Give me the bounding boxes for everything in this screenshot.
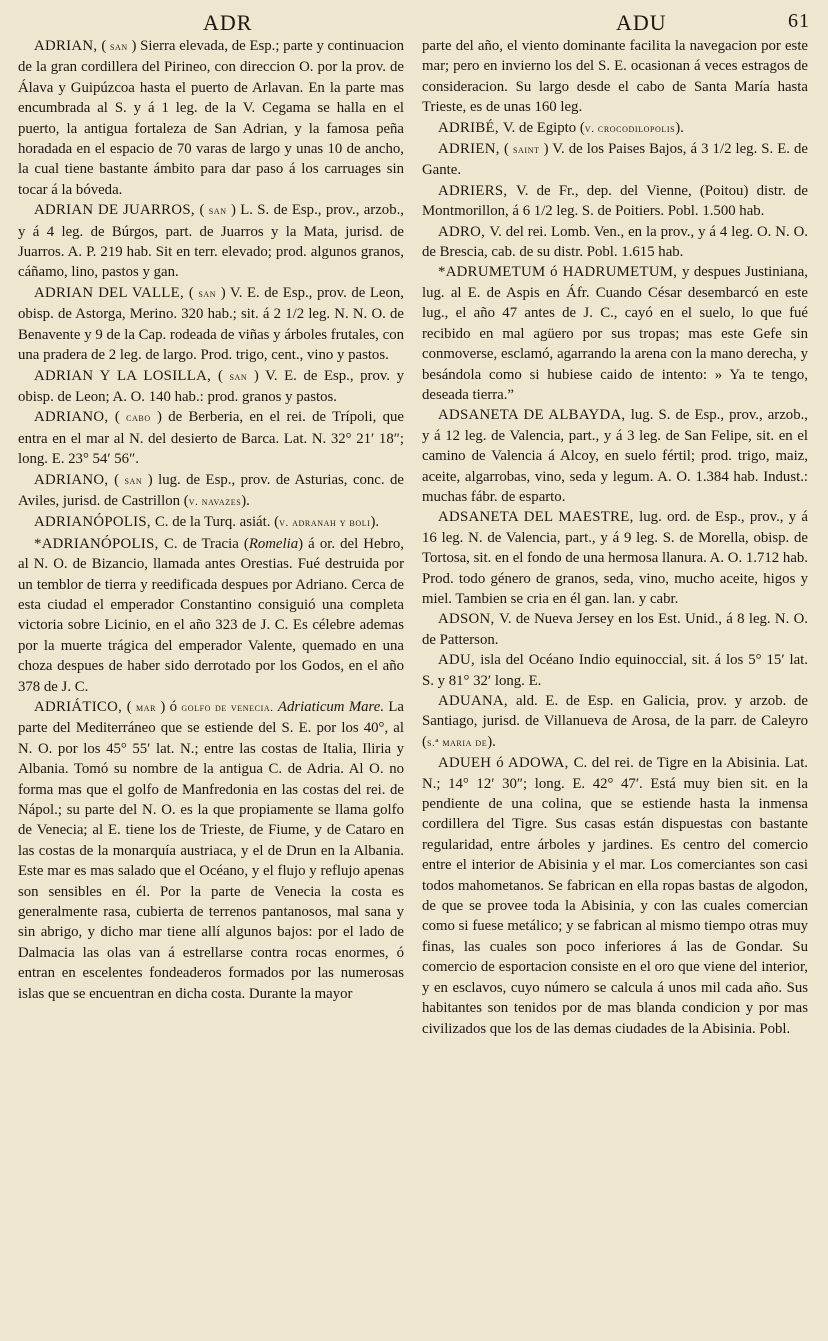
entry-text: ald. E. de Esp. en Galicia, prov. y arzob. de Santiago, jurisd. de Villanueva de Arosa, de la parr. de Caleyro ( <box>422 693 808 750</box>
entry-text: san <box>124 474 143 487</box>
entry-headword: ADRIAN Y LA LOSILLA, <box>34 367 218 384</box>
entry-text: ) de Berberia, en el rei. de Trípoli, que entra en el mar al N. del desierto de Barca. Lat. N. 32° 21′ 18″; long. E. 23° 54′ 56″. <box>18 409 404 468</box>
entry-headword: ADRIERS, <box>438 182 516 199</box>
entry-text: V. de Nueva Jersey en los Est. Unid., á 8 leg. N. O. de Patterson. <box>422 611 808 648</box>
gazetteer-entry <box>422 405 808 507</box>
gazetteer-entry <box>422 691 808 753</box>
left-column <box>18 36 404 1336</box>
entry-text: saint <box>513 144 540 157</box>
entry-text: ) ó <box>156 699 182 715</box>
gazetteer-entry <box>422 262 808 405</box>
gazetteer-entry <box>422 507 808 609</box>
entry-headword: ADRIÁTICO, <box>34 699 127 715</box>
entry-headword: ADRIEN, <box>438 141 505 158</box>
entry-text: La parte del Mediterráneo que se estiende del S. E. por los 40°, al N. O. por los 45° 55′ lat. N.; entre las costas de Italia, Iliria y Albania. Tomó su nombre de la antigua C. de Adria. Al O. no forma mas que el golfo de Manfredonia en las costas del rei. de Nápol.; su parte del N. O. es la que propiamente se llama golfo de Venecia; al E. tiene los de Trieste, de Fiume, y de Cataro en las costas de la monarquía austriaca, y el de Drun en la Albania. Este mar es mas salado que el Océano, y el flujo y reflujo apenas son sensibles en él. Por la parte de Venecia la costa es generalmente rasa, cubierta de terrenos pantanosos, mal sana y sin abrigo, y dicho mar tiene allí algunos bajos: por el lado de Dalmacia las olas van á estrellarse contra rocas enormes, ó entran en escelentes fondeaderos formados por las numerosas islas que se encuentran en dicha costa. Durante la mayor <box>18 699 404 1002</box>
entry-text: ( <box>114 471 125 488</box>
entry-text: ) V. E. de Esp., prov. de Leon, obisp. de Astorga, Merino. 320 hab.; sit. á 2 1/2 leg. N. N. O. de Benavente y 9 de la Cap. rodeada de viñas y árboles frutales, con una pradera de 2 leg. de largo. Prod. trigo, cent., vino y pastos. <box>18 284 404 364</box>
entry-text: v. adranah y boli <box>279 517 371 530</box>
entry-headword: ADRIANÓPOLIS, <box>34 514 155 531</box>
entry-headword: ADRIAN DE JUARROS, <box>34 202 200 219</box>
entry-headword: *ADRIANÓPOLIS, <box>34 535 165 552</box>
entry-headword: ADSON, <box>438 611 500 628</box>
entry-text: ) V. E. de Esp., prov. y obisp. de Leon; A. O. 140 hab.: prod. granos y pastos. <box>18 367 404 405</box>
entry-text: isla del Océano Indio equinoccial, sit. á los 5° 15′ lat. S. y 81° 32′ long. E. <box>422 652 808 689</box>
gazetteer-entry <box>18 366 404 408</box>
entry-text: san <box>110 41 128 53</box>
left-guide-word: ADR <box>203 10 253 35</box>
gazetteer-entry <box>18 407 404 469</box>
entry-text: ) V. de los Paises Bajos, á 3 1/2 leg. S. E. de Gante. <box>422 141 808 179</box>
gazetteer-entry <box>18 36 404 200</box>
entry-headword: ADRIAN DEL VALLE, <box>34 284 189 301</box>
entry-text: golfo de venecia. <box>181 702 274 714</box>
entry-text: ( <box>114 409 127 426</box>
entry-text: ) Sierra elevada, de Esp.; parte y continuacion de la gran cordillera del Pirineo, con direccion O. por la prov. de Álava y Guipúzcoa hasta el puerto de Arlavan. En la parte mas encumbrada al S. y á 1 leg. de la V. Cegama se halla en el puerto, la antigua fortaleza de San Adrian, y la famosa peña horadada en el espacio de 70 varas de largo y unas 10 de ancho, la cual tiene bastante ámbito para dar paso á los carruages sin tocar á la bóveda. <box>18 38 404 198</box>
entry-text: cabo <box>126 412 151 425</box>
right-guide-word: ADU <box>616 10 667 35</box>
gazetteer-entry <box>18 470 404 513</box>
gazetteer-entry <box>18 512 404 533</box>
entry-text: ( <box>188 284 199 301</box>
entry-headword: ADUEH ó ADOWA, <box>438 755 574 772</box>
entry-text: v. navazes <box>188 495 242 508</box>
gazetteer-entry <box>422 181 808 222</box>
entry-text: ) L. S. de Esp., prov., arzob., y á 4 leg. de Búrgos, part. de Juarros y la Mata, jurisd. de Juarros. A. P. 219 hab. Sit en terr. elevado; prod. algunos granos, cáñamo, lino, pastos y gan. <box>18 202 404 281</box>
entry-text: C. del rei. de Tigre en la Abisinia. Lat. N.; 14° 12′ 30″; long. E. 42° 47′. Está muy bien sit. en la pendiente de una colina, que se estiende hasta la inmensa cordillera del Tigre. Sus casas están dispuestas con bastante regularidad, entre árboles y jardines. Es centro del comercio entre el interior de Abisinia y el mar. Los comerciantes son casi todos mahometanos. Se fabrican en ella ropas bastas de algodon, de que se provee toda la Abisinia, y con las cuales comercian como si fuese metálico; y se fabrican al mismo tiempo otras muy finas, las cuales son poco inferiores á las de Gondar. Su comercio de esportacion consiste en el oro que viene del interior, y en esclavos, cuyo número se calcula á unos mil cada año. Sus habitantes son tenidos por de mas blanda condicion y por mas civilizados que los de las demas ciudades de la Abisinia. Pobl. <box>422 755 808 1037</box>
entry-text: lug. S. de Esp., prov., arzob., y á 12 leg. de Valencia, part., y á 3 leg. de San Felipe, sit. en el camino de Valencia á Alcoy, en suelo fértil; prod. trigo, maiz, aceite, algarrobas, vino, seda y legum. A. O. 1.384 hab. Indust.: muchas fábr. de esparto. <box>422 407 808 505</box>
gazetteer-entry <box>422 609 808 650</box>
entry-headword: ADSANETA DE ALBAYDA, <box>438 407 631 424</box>
entry-text: mar <box>136 702 157 714</box>
entry-headword: ADRIANO, <box>34 471 115 488</box>
entry-text: ( <box>199 202 209 219</box>
entry-text: parte del año, el viento dominante facilita la navegacion por este mar; pero en invierno los del S. E. ocasionan á veces estragos de consideracion. Su largo desde el cabo de Santa María hasta Trieste, es de unas 160 leg. <box>422 38 808 116</box>
entry-text: ). <box>241 492 250 509</box>
entry-text: ). <box>675 119 684 136</box>
gazetteer-entry <box>422 36 808 118</box>
text-columns <box>18 36 814 1336</box>
entry-text: y despues Justiniana, lug. al E. de Aspis en Áfr. Cuando César desembarcó en este lug., el año 47 antes de J. C., cayó en el suelo, lo que fué recibido en mal agüero por sus tropas; mas este Gefe sin conmoverse, esclamó, agarrando la arena con la mano derecha, y besándola como si hubiese caido de intento: » Ya te tengo, deseada tierra.” <box>422 264 808 403</box>
gazetteer-entry <box>422 118 808 139</box>
running-header <box>18 6 814 36</box>
entry-text: V. de Egipto ( <box>502 119 585 136</box>
entry-text: san <box>229 370 248 383</box>
entry-headword: *ADRUMETUM ó HADRUMETUM, <box>438 264 682 281</box>
gazetteer-entry <box>422 650 808 691</box>
entry-headword: ADU, <box>438 652 481 669</box>
entry-headword: ADRIANO, <box>34 409 115 426</box>
entry-text: ). <box>370 514 380 531</box>
right-column <box>422 36 808 1336</box>
gazetteer-entry <box>18 534 404 697</box>
entry-text: ( <box>126 699 136 715</box>
entry-text: ( <box>217 367 230 384</box>
entry-text: C. de Tracia ( <box>164 535 249 552</box>
entry-text: V. del rei. Lomb. Ven., en la prov., y á 4 leg. O. N. O. de Brescia, cab. de su distr. Pobl. 1.615 hab. <box>422 223 808 261</box>
gazetteer-entry <box>18 200 404 283</box>
entry-headword: ADRIAN, <box>34 38 102 54</box>
entry-text: C. de la Turq. asiát. ( <box>154 514 280 531</box>
gazetteer-entry <box>422 753 808 1039</box>
gazetteer-entry <box>18 283 404 366</box>
gazetteer-entry <box>422 222 808 263</box>
entry-text: Romelia <box>248 535 299 552</box>
page-number: 61 <box>788 10 810 32</box>
entry-headword: ADSANETA DEL MAESTRE, <box>438 509 640 526</box>
entry-text: san <box>198 287 217 300</box>
entry-text: V. de Fr., dep. del Vienne, (Poitou) distr. de Montmorillon, á 6 1/2 leg. S. de Poitiers. Pobl. 1.500 hab. <box>422 182 808 220</box>
gazetteer-entry <box>18 697 404 1004</box>
entry-text: san <box>208 205 227 218</box>
entry-text: s.ª maria de <box>426 736 488 749</box>
entry-headword: ADRO, <box>438 223 490 240</box>
entry-text: ) lug. de Esp., prov. de Asturias, conc. de Aviles, jurisd. de Castrillon ( <box>18 471 404 509</box>
entry-headword: ADUANA, <box>438 693 516 709</box>
entry-text: Adriaticum Mare. <box>277 699 385 715</box>
entry-text: lug. ord. de Esp., prov., y á 16 leg. N. de Valencia, part., y á 9 leg. S. de Morella, obisp. de Tortosa, sit. en el fondo de una hermosa llanura. A. O. 1.712 hab. Prod. todo género de granos, seda, vino, mucho aceite, higos y miel. Tambien se cria en él gan. lan. y cabr. <box>422 509 808 607</box>
entry-text: ( <box>101 38 110 54</box>
entry-text: ( <box>504 141 513 158</box>
gazetteer-entry <box>422 139 808 181</box>
entry-text: v. crocodilopolis <box>584 122 676 135</box>
entry-text: ) á or. del Hebro, al N. O. de Bizancio, llamada antes Orestias. Fué destruida por un temblor de tierra y reedificada despues por Adriano. Cerca de esta ciudad el emperador Constantino consiguió una completa victoria sobre Licinio, en el año 323 de J. C. Es célebre ademas por la muerte trágica del emperador Valente, quemado en una choza despues de haber sido derrotado por los Godos, en el año 378 de J. C. <box>18 535 404 695</box>
entry-text: ). <box>487 733 496 750</box>
entry-headword: ADRIBÉ, <box>438 119 503 136</box>
